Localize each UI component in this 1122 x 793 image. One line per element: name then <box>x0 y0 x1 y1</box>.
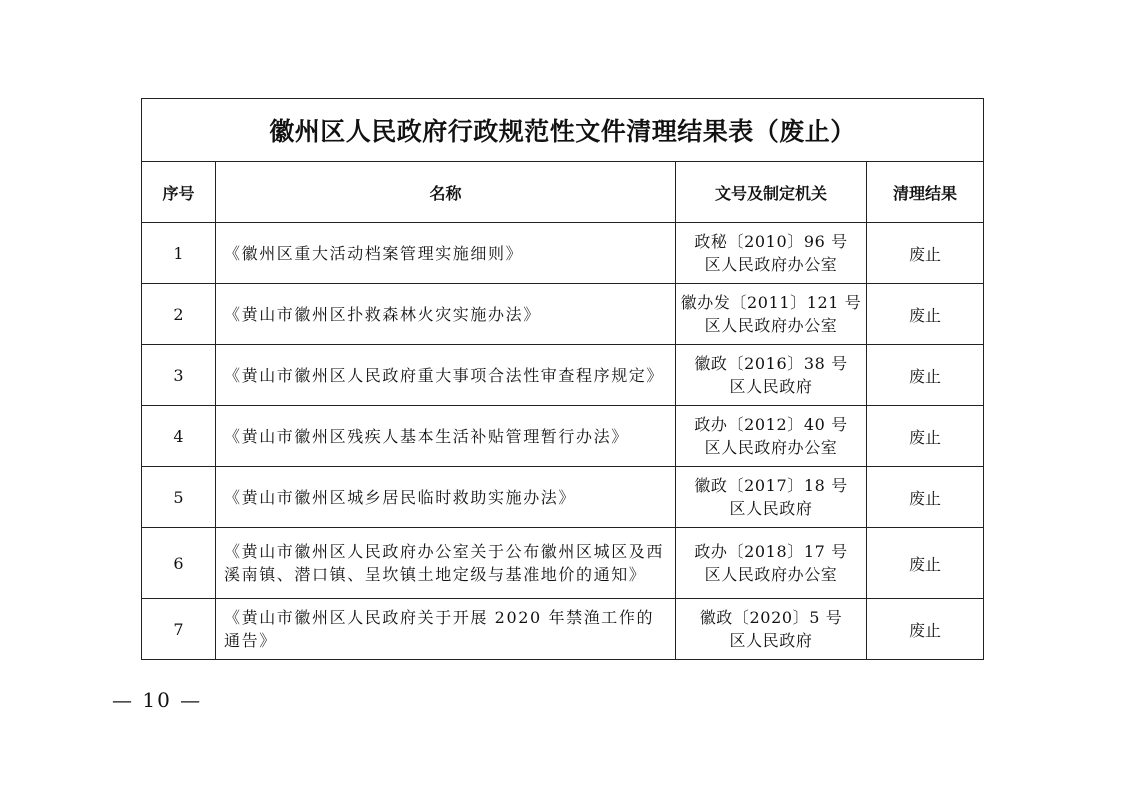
cleanup-result: 废止 <box>867 599 984 660</box>
cleanup-result: 废止 <box>867 406 984 467</box>
row-number: 5 <box>142 467 216 528</box>
page-number: — 10 — <box>112 688 203 712</box>
document-name: 《黄山市徽州区残疾人基本生活补贴管理暂行办法》 <box>216 406 676 467</box>
table-title: 徽州区人民政府行政规范性文件清理结果表（废止） <box>142 99 984 162</box>
document-name: 《黄山市徽州区人民政府关于开展 2020 年禁渔工作的通告》 <box>216 599 676 660</box>
document-number: 徽办发〔2011〕121 号 <box>680 293 862 312</box>
document-name: 《黄山市徽州区城乡居民临时救助实施办法》 <box>216 467 676 528</box>
table-row <box>142 467 984 528</box>
table-title-row <box>142 99 984 162</box>
row-number: 4 <box>142 406 216 467</box>
issuing-authority: 区人民政府 <box>729 499 813 518</box>
row-number: 6 <box>142 528 216 599</box>
row-number: 3 <box>142 345 216 406</box>
cleanup-result: 废止 <box>867 345 984 406</box>
document-number: 徽政〔2016〕38 号 <box>694 354 848 373</box>
table-row <box>142 284 984 345</box>
document-number: 徽政〔2017〕18 号 <box>694 476 848 495</box>
cleanup-result: 废止 <box>867 528 984 599</box>
document-ref-cell <box>676 406 867 467</box>
document-number: 政秘〔2010〕96 号 <box>694 232 848 251</box>
document-ref-cell <box>676 467 867 528</box>
header-ref: 文号及制定机关 <box>676 162 867 223</box>
cleanup-result: 废止 <box>867 467 984 528</box>
table-row <box>142 345 984 406</box>
document-ref-cell <box>676 223 867 284</box>
document-name: 《黄山市徽州区人民政府办公室关于公布徽州区城区及西溪南镇、潜口镇、呈坎镇土地定级与基准地价的通知》 <box>216 528 676 599</box>
header-result: 清理结果 <box>867 162 984 223</box>
issuing-authority: 区人民政府办公室 <box>704 438 838 457</box>
cleanup-results-table <box>141 98 984 660</box>
header-seq: 序号 <box>142 162 216 223</box>
document-ref-cell <box>676 345 867 406</box>
table-row <box>142 528 984 599</box>
document-number: 徽政〔2020〕5 号 <box>699 608 843 627</box>
table-row <box>142 223 984 284</box>
table-row <box>142 599 984 660</box>
issuing-authority: 区人民政府办公室 <box>704 316 838 335</box>
row-number: 7 <box>142 599 216 660</box>
document-number: 政办〔2018〕17 号 <box>694 542 848 561</box>
header-name: 名称 <box>216 162 676 223</box>
document-name: 《黄山市徽州区扑救森林火灾实施办法》 <box>216 284 676 345</box>
row-number: 1 <box>142 223 216 284</box>
issuing-authority: 区人民政府办公室 <box>704 565 838 584</box>
table-row <box>142 406 984 467</box>
document-number: 政办〔2012〕40 号 <box>694 415 848 434</box>
document-ref-cell <box>676 599 867 660</box>
issuing-authority: 区人民政府办公室 <box>704 255 838 274</box>
table-header-row <box>142 162 984 223</box>
issuing-authority: 区人民政府 <box>729 631 813 650</box>
document-ref-cell <box>676 284 867 345</box>
row-number: 2 <box>142 284 216 345</box>
cleanup-result: 废止 <box>867 223 984 284</box>
document-name: 《徽州区重大活动档案管理实施细则》 <box>216 223 676 284</box>
document-ref-cell <box>676 528 867 599</box>
cleanup-result: 废止 <box>867 284 984 345</box>
issuing-authority: 区人民政府 <box>729 377 813 396</box>
document-name: 《黄山市徽州区人民政府重大事项合法性审查程序规定》 <box>216 345 676 406</box>
